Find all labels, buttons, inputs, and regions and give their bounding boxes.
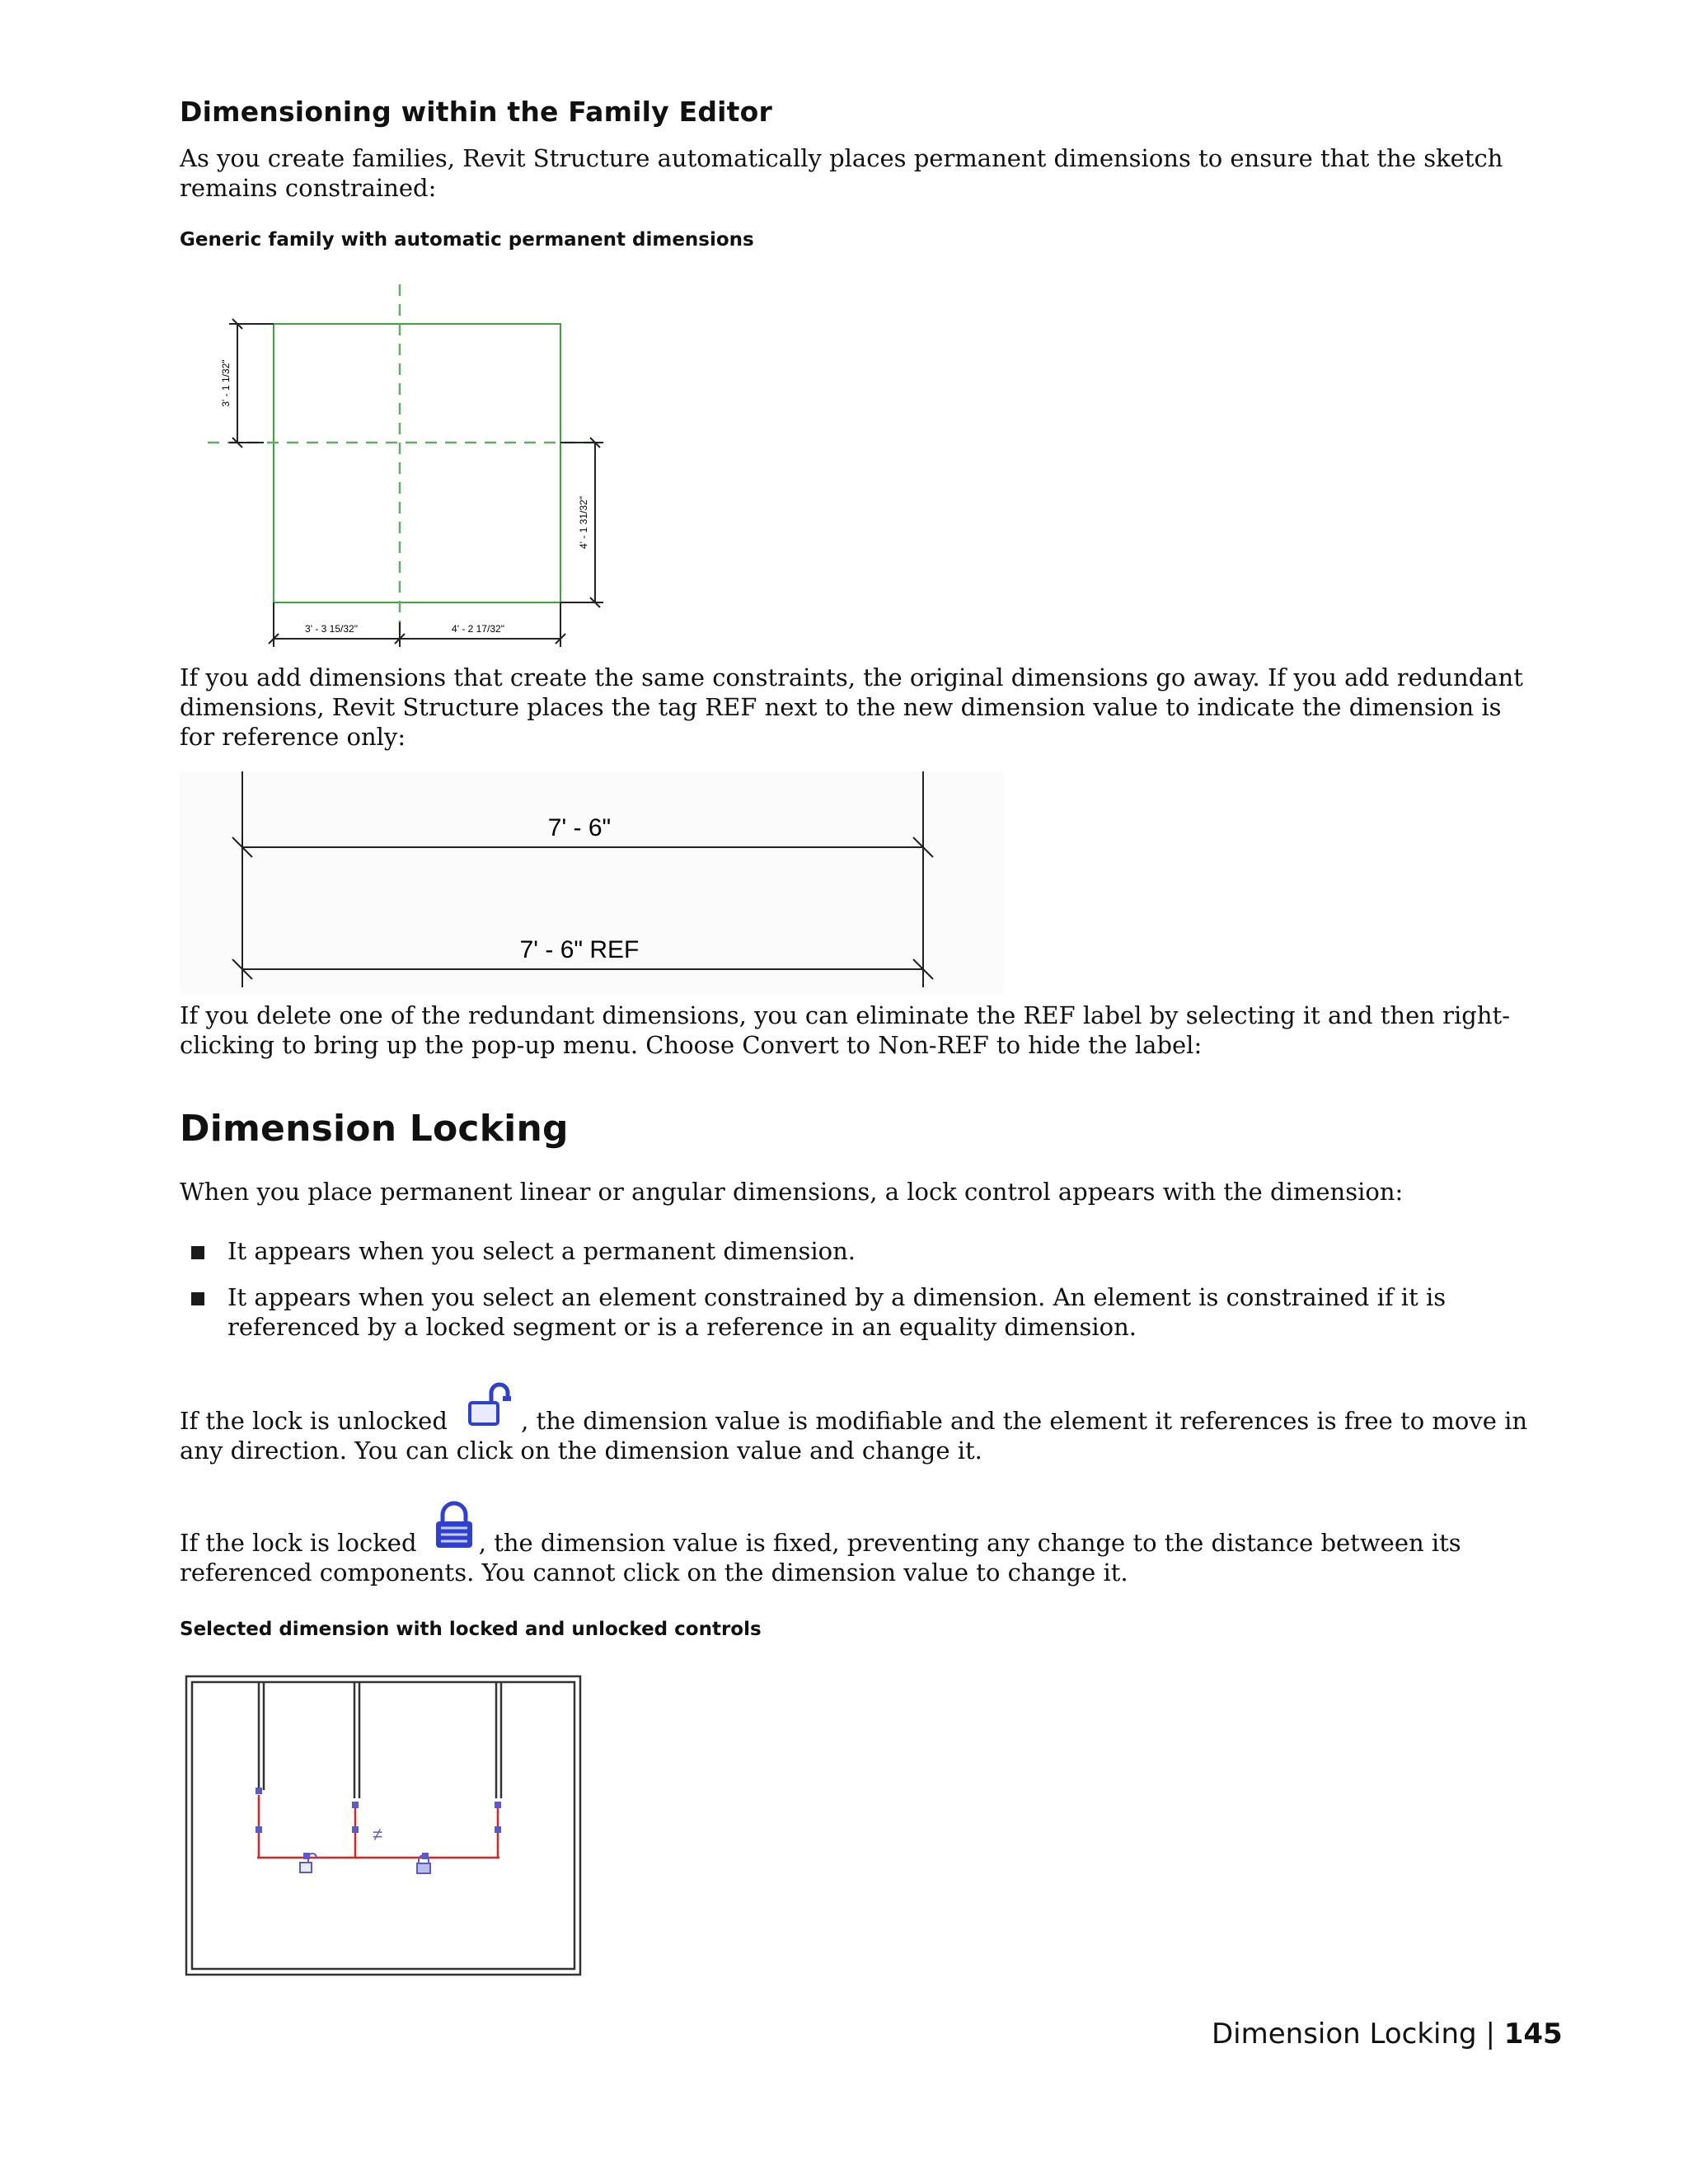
figure-ref-dimension bbox=[180, 771, 1004, 994]
paragraph-lock-intro: When you place permanent linear or angular dimensions, a lock control appears with the dimension: bbox=[180, 1178, 1404, 1206]
paragraph-unlocked: If the lock is unlocked , the dimension value is modifiable and the element it references is free to move in any direction. You can click on the dimension value and change it. bbox=[180, 1381, 1531, 1465]
sketch-rectangle bbox=[274, 324, 560, 602]
dimension-label-bottom-right: 4' - 2 17/32" bbox=[452, 623, 504, 635]
dimension-label-right: 4' - 1 31/32" bbox=[578, 496, 589, 549]
interior-walls bbox=[259, 1682, 501, 1798]
bullet-list bbox=[180, 1236, 1538, 1358]
paragraph-redundant-dimensions: If you add dimensions that create the same constraints, the original dimensions go away. If you add redundant dimensions, Revit Structure places the tag REF next to the new dimension value to indicate the dimension is for reference only: bbox=[180, 663, 1523, 751]
page-footer bbox=[1212, 2018, 1563, 2050]
equality-symbol: ≠ bbox=[372, 1824, 383, 1844]
footer-separator: | bbox=[1485, 2018, 1495, 2050]
figure-lock-controls bbox=[185, 1675, 585, 1981]
wall-inner bbox=[192, 1682, 574, 1969]
figure-generic-family-sketch bbox=[198, 276, 626, 655]
unlocked-lock-icon[interactable] bbox=[300, 1854, 316, 1872]
dimension-label-top: 7' - 6" bbox=[547, 814, 612, 841]
paragraph-convert-non-ref: If you delete one of the redundant dimensions, you can eliminate the REF label by selecting it and then right-clicking to bring up the pop-up menu. Choose Convert to Non-REF to hide the label: bbox=[180, 1001, 1511, 1059]
list-item: It appears when you select a permanent dimension. bbox=[180, 1236, 1538, 1266]
footer-section-title: Dimension Locking bbox=[1212, 2018, 1477, 2050]
list-item: It appears when you select an element constrained by a dimension. An element is constrained if it is referenced by a locked segment or is a reference in an equality dimension. bbox=[180, 1282, 1538, 1342]
bullet-square-icon bbox=[191, 1246, 204, 1259]
page-number: 145 bbox=[1503, 2018, 1563, 2050]
dimension-label-left: 3' - 1 1/32" bbox=[220, 359, 232, 407]
unlocked-lock-icon bbox=[467, 1381, 516, 1436]
locked-lock-icon bbox=[433, 1500, 476, 1558]
section-heading-dimension-locking: Dimension Locking bbox=[180, 1108, 569, 1150]
dimension-left-vertical bbox=[229, 319, 274, 448]
wall-outer bbox=[186, 1676, 580, 1975]
bullet-square-icon bbox=[191, 1292, 204, 1305]
dimension-label-ref: 7' - 6" REF bbox=[519, 936, 640, 963]
section-heading-family-editor: Dimensioning within the Family Editor bbox=[180, 96, 772, 128]
figure-caption-locked-unlocked: Selected dimension with locked and unlocked controls bbox=[180, 1619, 762, 1640]
dimension-label-bottom-left: 3' - 3 15/32" bbox=[305, 623, 358, 635]
paragraph-locked: If the lock is locked , the dimension value is fixed, preventing any change to the distance between its referenced components. You cannot click on the dimension value to change it. bbox=[180, 1500, 1531, 1587]
figure-caption-generic-family: Generic family with automatic permanent dimensions bbox=[180, 229, 754, 251]
paragraph-intro: As you create families, Revit Structure automatically places permanent dimensions to ensure that the sketch remains constrained: bbox=[180, 144, 1503, 202]
